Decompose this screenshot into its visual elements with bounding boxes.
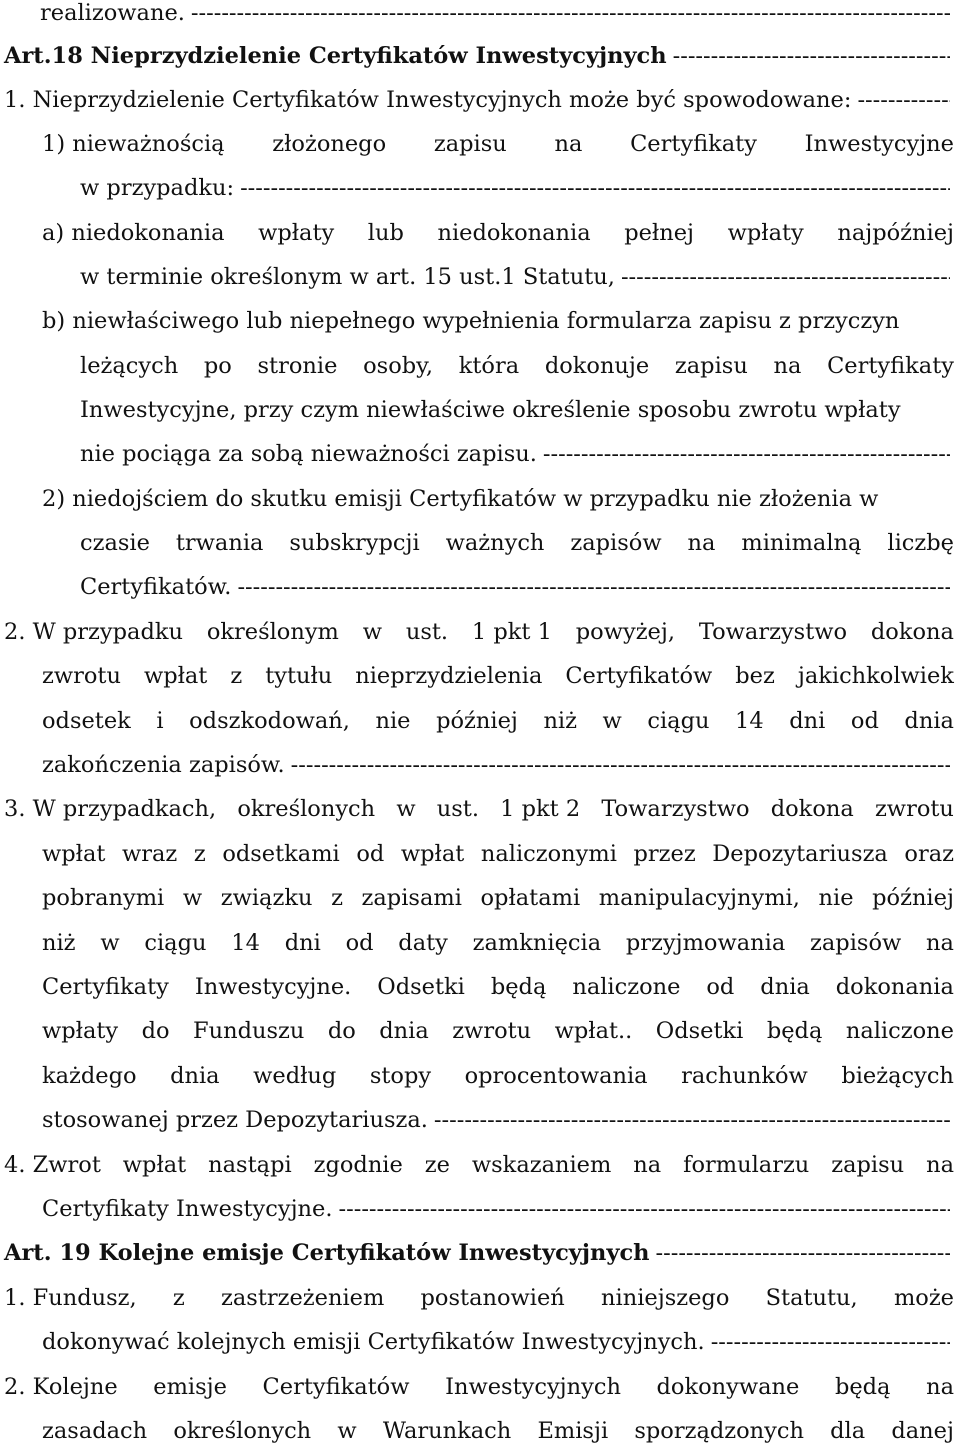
text-line [0, 1098, 960, 1142]
text-line [0, 654, 960, 698]
word: nie [818, 885, 854, 911]
word: dokonania [835, 974, 954, 1000]
line-text: w terminie określonym w art. 15 ust.1 Statutu, [80, 264, 615, 290]
line-text: nie pociąga za sobą nieważności zapisu. [80, 441, 537, 467]
word: Certyfikaty [630, 131, 757, 157]
word: subskrypcji [289, 530, 420, 556]
text-line [0, 78, 960, 122]
word: zamknięcia [472, 930, 602, 956]
word: wpłaty [42, 1018, 119, 1044]
word: 14 [735, 708, 764, 734]
word: a) niedokonania [42, 220, 225, 246]
word: bieżących [841, 1063, 954, 1089]
line-text: 1. Nieprzydzielenie Certyfikatów Inwestycyjnych może być spowodowane: [4, 87, 852, 113]
line-text: realizowane. [40, 0, 185, 26]
word: daty [398, 930, 448, 956]
word: 1) nieważnością [42, 131, 225, 157]
word: na [633, 1152, 662, 1178]
word: niż [42, 930, 76, 956]
word: formularzu [683, 1152, 810, 1178]
word: pobranymi [42, 885, 165, 911]
word: dnia [760, 974, 810, 1000]
word: niedokonania [437, 220, 591, 246]
word: ust. [405, 619, 449, 645]
word: ciągu [144, 930, 207, 956]
word: od [356, 841, 385, 867]
word: będą [834, 1374, 891, 1400]
word: według [253, 1063, 337, 1089]
word: określonych [237, 796, 376, 822]
word: 2. Kolejne [4, 1374, 118, 1400]
text-line [0, 388, 960, 432]
word: ust. [436, 796, 479, 822]
text-line [0, 1365, 960, 1409]
word: minimalną [741, 530, 862, 556]
word: tytułu [265, 663, 333, 689]
word: dokona [770, 796, 854, 822]
word: Inwestycyjne. [194, 974, 352, 1000]
word: wpłat [122, 1152, 187, 1178]
text-line [0, 122, 960, 166]
word: Warunkach [382, 1418, 512, 1444]
word: Certyfikatów [565, 663, 713, 689]
word: naliczonymi [480, 841, 617, 867]
text-line [0, 0, 960, 35]
word: sporządzonych [634, 1418, 804, 1444]
word: do [327, 1018, 356, 1044]
word: nieprzydzielenia [355, 663, 543, 689]
word: rachunków [681, 1063, 808, 1089]
text-line [0, 1320, 960, 1364]
text-line [0, 699, 960, 743]
word: w [396, 796, 416, 822]
word: Odsetki [655, 1018, 744, 1044]
word: zwrotu [874, 796, 954, 822]
word: 1 pkt 1 [471, 619, 552, 645]
word: z [172, 1285, 185, 1311]
word: danej [891, 1418, 954, 1444]
word: będą [490, 974, 547, 1000]
text-line [0, 1276, 960, 1320]
word: dokonuje [544, 353, 650, 379]
word: dnia [904, 708, 954, 734]
line-text: zakończenia zapisów. [42, 752, 285, 778]
line-text: Certyfikaty Inwestycyjne. [42, 1196, 333, 1222]
word: w [362, 619, 382, 645]
word: Odsetki [377, 974, 465, 1000]
word: zapisów [570, 530, 662, 556]
word: naliczone [845, 1018, 954, 1044]
word: manipulacyjnymi, [598, 885, 800, 911]
word: 2. W przypadku [4, 619, 183, 645]
line-text: Inwestycyjne, przy czym niewłaściwe określenie sposobu zwrotu wpłaty [80, 397, 901, 423]
word: zastrzeżeniem [221, 1285, 385, 1311]
word: oprocentowania [464, 1063, 648, 1089]
word: określonych [173, 1418, 312, 1444]
word: określonym [206, 619, 339, 645]
word: później [872, 885, 954, 911]
word: wskazaniem [471, 1152, 612, 1178]
text-line [0, 1143, 960, 1187]
word: nie [375, 708, 411, 734]
word: zapisu [831, 1152, 905, 1178]
word: dnia [170, 1063, 220, 1089]
word: 14 [231, 930, 260, 956]
word: zasadach [42, 1418, 148, 1444]
word: odsetek [42, 708, 131, 734]
line-text: 2) niedojściem do skutku emisji Certyfikatów w przypadku nie złożenia w [42, 486, 879, 512]
word: z [230, 663, 243, 689]
word: Inwestycyjne [804, 131, 954, 157]
heading-text: Art. 19 Kolejne emisje Certyfikatów Inwestycyjnych [4, 1240, 650, 1266]
word: na [687, 530, 716, 556]
word: Towarzystwo [698, 619, 848, 645]
word: leżących [80, 353, 179, 379]
word: wpłaty [727, 220, 804, 246]
word: może [893, 1285, 954, 1311]
word: lub [367, 220, 404, 246]
word: oraz [904, 841, 954, 867]
word: zwrotu [452, 1018, 532, 1044]
text-line [0, 921, 960, 965]
word: powyżej, [575, 619, 675, 645]
word: zwrotu [42, 663, 121, 689]
word: emisje [153, 1374, 227, 1400]
word: trwania [175, 530, 264, 556]
word: po [203, 353, 232, 379]
word: zapisów [810, 930, 902, 956]
word: na [926, 1152, 954, 1178]
word: złożonego [272, 131, 387, 157]
word: i [156, 708, 164, 734]
text-line [0, 743, 960, 787]
text-line [0, 255, 960, 299]
word: ze [424, 1152, 450, 1178]
line-text: b) niewłaściwego lub niepełnego wypełnienia formularza zapisu z przyczyn [42, 308, 900, 334]
word: w [100, 930, 120, 956]
word: przyjmowania [625, 930, 786, 956]
word: Funduszu [192, 1018, 305, 1044]
word: osoby, [363, 353, 434, 379]
word: w [602, 708, 622, 734]
word: bez [735, 663, 775, 689]
word: Statutu, [765, 1285, 858, 1311]
word: wpłat [143, 663, 208, 689]
word: Inwestycyjnych [445, 1374, 621, 1400]
text-line [0, 299, 960, 343]
word: dni [284, 930, 321, 956]
word: Towarzystwo [601, 796, 750, 822]
word: od [850, 708, 879, 734]
line-text: Certyfikatów. [80, 574, 232, 600]
word: najpóźniej [837, 220, 954, 246]
word: przez [633, 841, 696, 867]
word: stopy [369, 1063, 432, 1089]
word: będą [766, 1018, 823, 1044]
word: stronie [257, 353, 338, 379]
word: z [331, 885, 343, 911]
word: ciągu [647, 708, 710, 734]
word: niż [543, 708, 577, 734]
word: 1 pkt 2 [500, 796, 581, 822]
word: Emisji [537, 1418, 609, 1444]
word: wpłat [400, 841, 465, 867]
word: 3. W przypadkach, [4, 796, 217, 822]
word: 4. Zwrot [4, 1152, 101, 1178]
text-line [0, 344, 960, 388]
word: dokonywane [656, 1374, 800, 1400]
text-line [0, 965, 960, 1009]
word: opłatami [480, 885, 581, 911]
text-line [0, 1409, 960, 1453]
word: Certyfikaty [42, 974, 169, 1000]
word: naliczone [572, 974, 681, 1000]
word: zgodnie [313, 1152, 403, 1178]
text-line [0, 832, 960, 876]
article-heading [0, 34, 960, 78]
word: związku [220, 885, 313, 911]
word: zapisu [674, 353, 748, 379]
word: postanowień [420, 1285, 565, 1311]
word: wpłaty [258, 220, 335, 246]
word: na [773, 353, 802, 379]
word: liczbę [887, 530, 954, 556]
text-line [0, 432, 960, 476]
word: 1. Fundusz, [4, 1285, 137, 1311]
word: od [706, 974, 735, 1000]
word: odsetkami [222, 841, 340, 867]
text-line [0, 876, 960, 920]
heading-text: Art.18 Nieprzydzielenie Certyfikatów Inwestycyjnych [4, 43, 667, 69]
text-line [0, 521, 960, 565]
article-heading [0, 1231, 960, 1275]
word: wraz [122, 841, 178, 867]
word: z [193, 841, 206, 867]
word: wpłat [42, 841, 106, 867]
text-line [0, 565, 960, 609]
line-text: stosowanej przez Depozytariusza. [42, 1107, 428, 1133]
word: niniejszego [601, 1285, 730, 1311]
text-line [0, 166, 960, 210]
word: dnia [379, 1018, 429, 1044]
word: zapisu [433, 131, 507, 157]
text-line [0, 787, 960, 831]
word: czasie [80, 530, 150, 556]
word: Depozytariusza [712, 841, 888, 867]
text-line [0, 1187, 960, 1231]
word: na [554, 131, 583, 157]
word: zapisami [361, 885, 462, 911]
text-line [0, 610, 960, 654]
word: wpłat.. [554, 1018, 633, 1044]
line-text: dokonywać kolejnych emisji Certyfikatów Inwestycyjnych. [42, 1329, 705, 1355]
text-line [0, 1054, 960, 1098]
word: jakichkolwiek [797, 663, 954, 689]
text-line [0, 1009, 960, 1053]
word: ważnych [445, 530, 545, 556]
word: na [926, 930, 954, 956]
word: Certyfikatów [262, 1374, 410, 1400]
word: Certyfikaty [827, 353, 954, 379]
word: w [337, 1418, 357, 1444]
word: pełnej [624, 220, 695, 246]
word: dla [830, 1418, 866, 1444]
word: na [926, 1374, 954, 1400]
text-line [0, 211, 960, 255]
word: od [345, 930, 374, 956]
word: dokona [870, 619, 954, 645]
word: do [141, 1018, 170, 1044]
word: w [182, 885, 203, 911]
word: która [458, 353, 520, 379]
line-text: w przypadku: [80, 175, 235, 201]
word: odszkodowań, [189, 708, 350, 734]
word: nastąpi [208, 1152, 292, 1178]
text-line [0, 477, 960, 521]
word: każdego [42, 1063, 137, 1089]
word: dni [789, 708, 826, 734]
word: później [436, 708, 518, 734]
